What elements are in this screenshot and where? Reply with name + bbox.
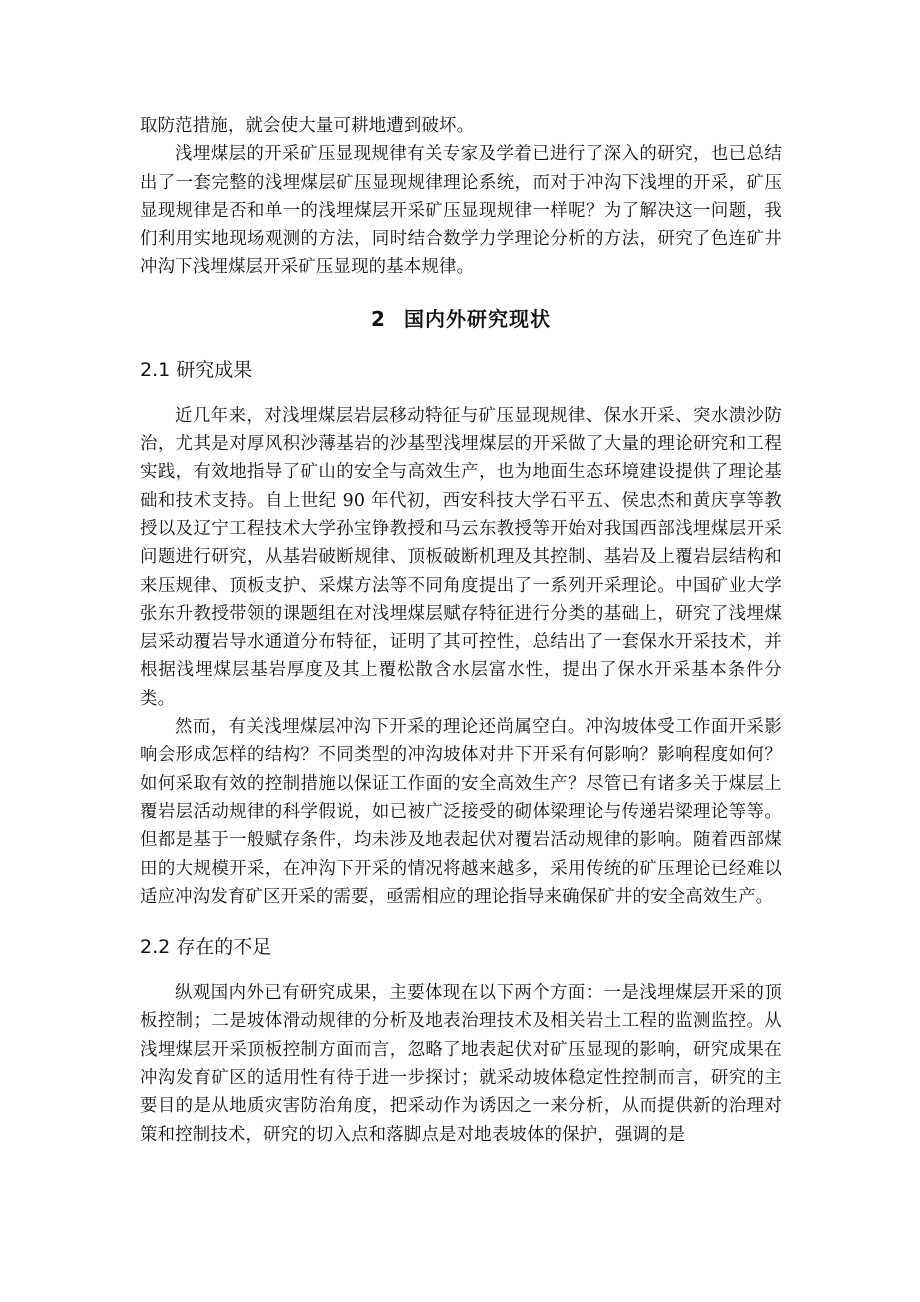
results-paragraph-2: 然而，有关浅埋煤层冲沟下开采的理论还尚属空白。冲沟坡体受工作面开采影响会形成怎样的结构？不同类型的冲沟坡体对井下开采有何影响？影响程度如何？如何采取有效的控制措施以保证工作面的安全高效生产？尽管已有诸多关于煤层上覆岩层活动规律的科学假说，如已被广泛接受的砌体梁理论与传递岩梁理论等等。但都是基于一般赋存条件，均未涉及地表起伏对覆岩活动规律的影响。随着西部煤田的大规模开采，在冲沟下开采的情况将越来越多，采用传统的矿压理论已经难以适应冲沟发育矿区开采的需要，亟需相应的理论指导来确保矿井的安全高效生产。 (140, 717, 782, 907)
shortcomings-paragraph: 纵观国内外已有研究成果，主要体现在以下两个方面：一是浅埋煤层开采的顶板控制；二是坡体滑动规律的分析及地表治理技术及相关岩土工程的监测监控。从浅埋煤层开采顶板控制方面而言，忽略了地表起伏对矿压显现的影响，研究成果在冲沟发育矿区的适用性有待于进一步探讨；就采动坡体稳定性控制而言，研究的主要目的是从地质灾害防治角度，把采动作为诱因之一来分析，从而提供新的治理对策和控制技术，研究的切入点和落脚点是对地表坡体的保护，强调的是 (140, 983, 782, 1145)
chapter-number: 2 (371, 306, 386, 331)
intro-paragraph-continued: 取防范措施，就会使大量可耕地遭到破坏。 (140, 116, 475, 136)
chapter-heading (140, 304, 782, 334)
results-paragraph-1: 近几年来，对浅埋煤层岩层移动特征与矿压显现规律、保水开采、突水溃沙防治，尤其是对厚风积沙薄基岩的沙基型浅埋煤层的开采做了大量的理论研究和工程实践，有效地指导了矿山的安全与高效生产，也为地面生态环境建设提供了理论基础和技术支持。自上世纪 90 年代初，西安科技大学石平五、侯忠杰和黄庆享等教授以及辽宁工程技术大学孙宝铮教授和马云东教授等开始对我国西部浅埋煤层开采问题进行研究，从基岩破断规律、顶板破断机理及其控制、基岩及上覆岩层结构和来压规律、顶板支护、采煤方法等不同角度提出了一系列开采理论。中国矿业大学张东升教授带领的课题组在对浅埋煤层赋存特征进行分类的基础上，研究了浅埋煤层采动覆岩导水通道分布特征，证明了其可控性，总结出了一套保水开采技术，并根据浅埋煤层基岩厚度及其上覆松散含水层富水性，提出了保水开采基本条件分类。 (140, 405, 782, 709)
section-heading-shortcomings: 2.2 存在的不足 (140, 936, 272, 959)
chapter-title: 国内外研究现状 (403, 306, 551, 331)
section-heading-results: 2.1 研究成果 (140, 358, 253, 381)
document-page (140, 112, 782, 1149)
intro-paragraph: 浅埋煤层的开采矿压显现规律有关专家及学着已进行了深入的研究，也已总结出了一套完整的浅埋煤层矿压显现规律理论系统，而对于冲沟下浅埋的开采，矿压显现规律是否和单一的浅埋煤层开采矿压显现规律一样呢？为了解决这一问题，我们利用实地现场观测的方法，同时结合数学力学理论分析的方法，研究了色连矿井冲沟下浅埋煤层开采矿压显现的基本规律。 (140, 144, 782, 278)
